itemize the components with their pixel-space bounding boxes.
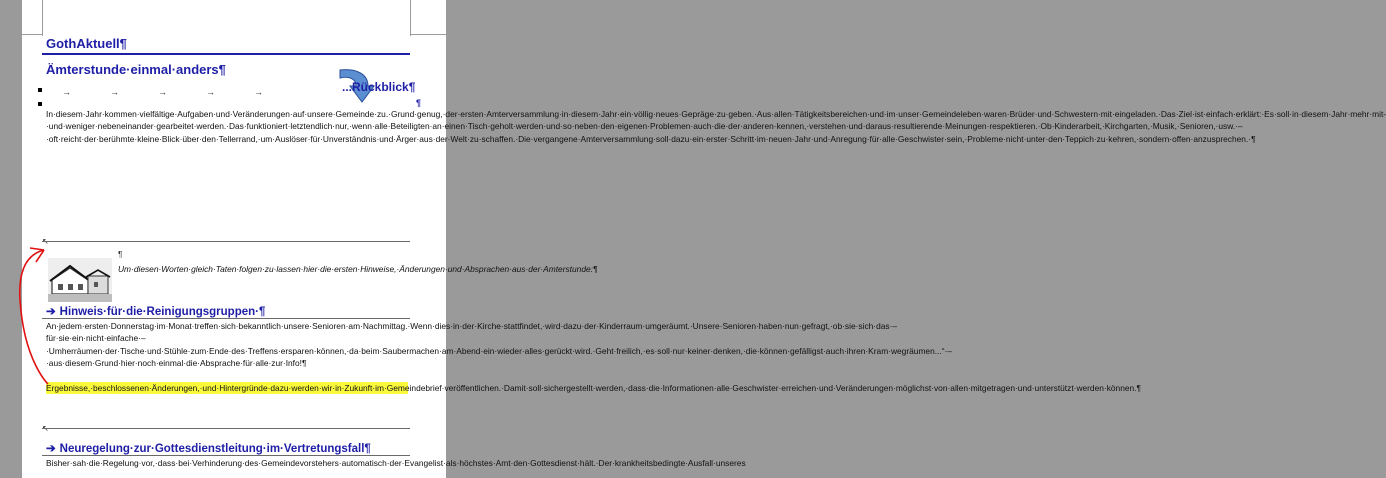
pilcrow-mark: ¶ — [118, 250, 123, 259]
section-rule — [42, 241, 410, 242]
document-page — [22, 0, 1386, 478]
pilcrow-mark: ¶ — [416, 98, 422, 108]
rueckblick-label: ...Rückblick¶ — [342, 80, 416, 94]
arrow-right-icon: ➔ — [46, 306, 56, 318]
newsletter-title: GothAktuell¶ — [46, 36, 127, 51]
tab-markers: → → → → → — [62, 87, 263, 97]
paragraph-highlighted: Ergebnisse,·beschlossenen·Änderungen,·und·Hintergründe·dazu·werden·wir·in·Zukunft·im·Gemeindebrief·veröffentlichen.·Damit·soll·sichergestellt·werden,·dass·die·Informationen·alle·Geschwister·erreichen·und·Veränderungen·möglichst·von·allen·mitgetragen·und·unterstützt·werden·können.¶ — [46, 383, 1141, 393]
title-rule — [42, 53, 410, 55]
paragraph-reinigung: An·jedem·ersten·Donnerstag·im·Monat·treffen·sich·bekanntlich·unsere·Senioren·am·Nachmittag.·Wenn·dies·in·der·Kirche·stattfindet,·wird·dazu·der·Kinderraum·umgeräumt.·Unsere·Senioren·haben·nun·gefragt,·ob·sie·sich·das·–für·sie·ein·nicht·einfache·–·Umherräumen·der·Tische·und·Stühle·zum·Ende·des·Treffens·ersparen·können,·da·beim·Saubermachen·am·Abend·ein·wieder·alles·gerückt·wird.·Geht·freilich,·es·soll·nur·keiner·denken,·die·können·gefälligst·auch·ihren·Kram·wegräumen...“·–·aus·diesem·Grund·hier·noch·einmal·die·Absprache·für·alle·zur·Info!¶ — [46, 321, 952, 369]
paragraph-intro: In·diesem·Jahr·kommen·vielfältige·Aufgaben·und·Veränderungen·auf·unsere·Gemeinde·zu.·Grund·genug,·der·ersten·Amterversammlung·in·diesem·Jahr·ein·völlig·neues·Gepräge·zu·geben.·Aus·allen·Tätigkeitsbereichen·und·im·unser·Gemeindeleben·waren·Brüder·und·Schwestern·mit·eingeladen.·Das·Ziel·ist·einfach·erklärt:·Es·soll·in·diesem·Jahr·mehr·mit-·und·weniger·nebeneinander·gearbeitet·werden.·Das·funktioniert·letztendlich·nur,·wenn·alle·Beteiligten·an·einen·Tisch·geholt·werden·und·so·neben·den·eigenen·Problemen·auch·die·der·anderen·kennen,·verstehen·und·daraus·resultierende·Meinungen·respektieren.·Ob·Kinderarbeit,·Kirchgarten,·Musik,·Senioren,·usw.·–·oft·reicht·der·berühmte·kleine·Blick·über·den·Tellerrand,·um·Auslöser·für·Unverständnis·und·Ärger·aus·der·Welt·zu·schaffen.·Die·vergangene·Amterversammlung·soll·dazu·ein·erster·Schritt·im·neuen·Jahr·und·Anregung·für·alle·Geschwister·sein,·Probleme·nicht·unter·den·Teppich·zu·kehren,·sondern·offen·anzusprechen.·¶ — [46, 109, 1386, 144]
church-photo — [48, 258, 112, 302]
bullet-marker — [38, 102, 42, 106]
section-heading-reinigung — [46, 304, 265, 318]
heading-text: Hinweis·für·die·Reinigungsgruppen·¶ — [59, 306, 266, 318]
paragraph-gottesdienst: Bisher·sah·die·Regelung·vor,·dass·bei·Verhinderung·des·Gemeindevorstehers·automatisch·der·Evangelist·als·höchstes·Amt·den·Gottesdienst·hält.·Der·krankheitsbedingte·Ausfall·unseres — [46, 458, 746, 468]
section-rule — [42, 455, 410, 456]
margin-guide — [410, 0, 411, 36]
section-rule — [42, 428, 410, 429]
heading-text: Neuregelung·zur·Gottesdienstleitung·im·Vertretungsfall¶ — [59, 443, 371, 455]
margin-guide — [42, 0, 43, 36]
margin-guide — [22, 34, 42, 35]
section-heading-aemterstunde: Ämterstunde·einmal·anders¶ — [46, 62, 226, 77]
arrow-right-icon: ➔ — [46, 443, 56, 455]
section-heading-gottesdienst — [46, 441, 371, 455]
bullet-marker — [38, 88, 42, 92]
section-rule — [42, 318, 410, 319]
intro-quote: Um·diesen·Worten·gleich·Taten·folgen·zu·lassen·hier·die·ersten·Hinweise,·Änderungen·und·Absprachen·aus·der·Amterstunde:¶ — [118, 264, 598, 274]
margin-guide — [410, 34, 446, 35]
